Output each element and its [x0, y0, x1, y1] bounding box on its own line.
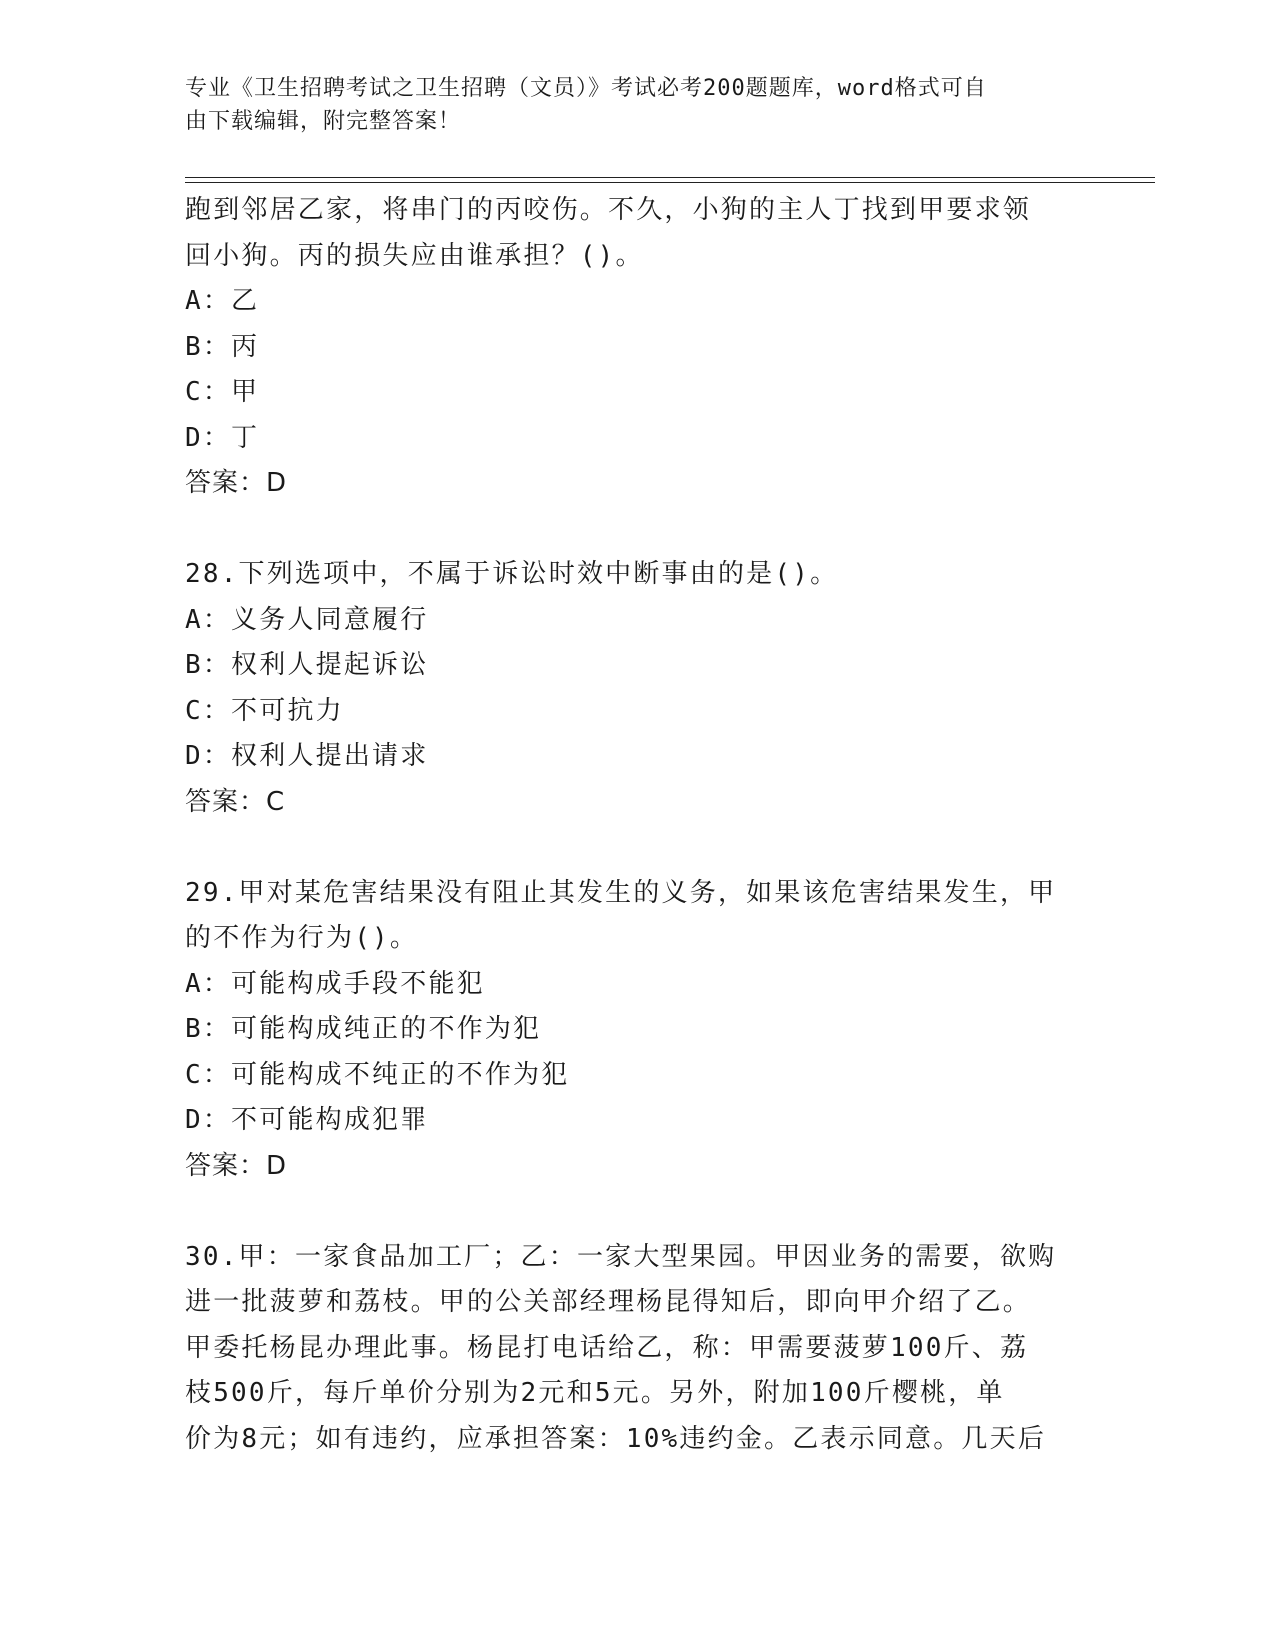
option-b: B：权利人提起诉讼: [185, 650, 429, 680]
document-body: [185, 188, 1085, 1462]
answer-line: 答案：D: [185, 468, 288, 498]
question-text-line: 价为8元；如有违约，应承担答案：10%违约金。乙表示同意。几天后: [185, 1423, 1047, 1454]
question-text-line: 30.甲：一家食品加工厂；乙：一家大型果园。甲因业务的需要，欲购: [185, 1241, 1057, 1272]
question-text-line: 29.甲对某危害结果没有阻止其发生的义务，如果该危害结果发生，甲: [185, 877, 1057, 908]
question-text-line: 回小狗。丙的损失应由谁承担？()。: [185, 240, 644, 271]
spacer: [185, 1189, 1085, 1235]
option-a: A：乙: [185, 286, 260, 316]
option-a: A：义务人同意履行: [185, 604, 429, 635]
option-d: D：不可能构成犯罪: [185, 1105, 429, 1135]
question-text-line: 28.下列选项中，不属于诉讼时效中断事由的是()。: [185, 559, 839, 589]
option-d: D：丁: [185, 422, 260, 453]
question-text-line: 枝500斤，每斤单价分别为2元和5元。另外，附加100斤樱桃，单: [185, 1378, 1005, 1408]
question-text-line: 的不作为行为()。: [185, 923, 419, 953]
option-b: B：丙: [185, 331, 260, 362]
question-27: [185, 188, 1085, 507]
header-line-1: 专业《卫生招聘考试之卫生招聘（文员）》考试必考200题题库，word格式可自: [185, 76, 987, 101]
option-c: C：不可抗力: [185, 695, 344, 726]
question-text-line: 甲委托杨昆办理此事。杨昆打电话给乙，称：甲需要菠萝100斤、荔: [185, 1332, 1029, 1363]
option-c: C：甲: [185, 377, 260, 407]
option-b: B：可能构成纯正的不作为犯: [185, 1014, 542, 1044]
option-d: D：权利人提出请求: [185, 741, 429, 771]
document-header: [185, 72, 1065, 138]
answer-line: 答案：D: [185, 1150, 288, 1181]
header-divider-top: [185, 177, 1155, 178]
header-divider-bottom: [185, 182, 1155, 183]
question-29: [185, 871, 1085, 1190]
question-text-line: 进一批菠萝和荔枝。甲的公关部经理杨昆得知后，即向甲介绍了乙。: [185, 1287, 1032, 1317]
spacer: [185, 825, 1085, 871]
spacer: [185, 507, 1085, 553]
question-28: [185, 552, 1085, 825]
answer-line: 答案：C: [185, 786, 286, 817]
option-c: C：可能构成不纯正的不作为犯: [185, 1059, 570, 1090]
option-a: A：可能构成手段不能犯: [185, 968, 485, 999]
question-text-line: 跑到邻居乙家，将串门的丙咬伤。不久，小狗的主人丁找到甲要求领: [185, 195, 1032, 225]
header-line-2: 由下载编辑，附完整答案！: [185, 109, 462, 134]
question-30: [185, 1235, 1085, 1463]
